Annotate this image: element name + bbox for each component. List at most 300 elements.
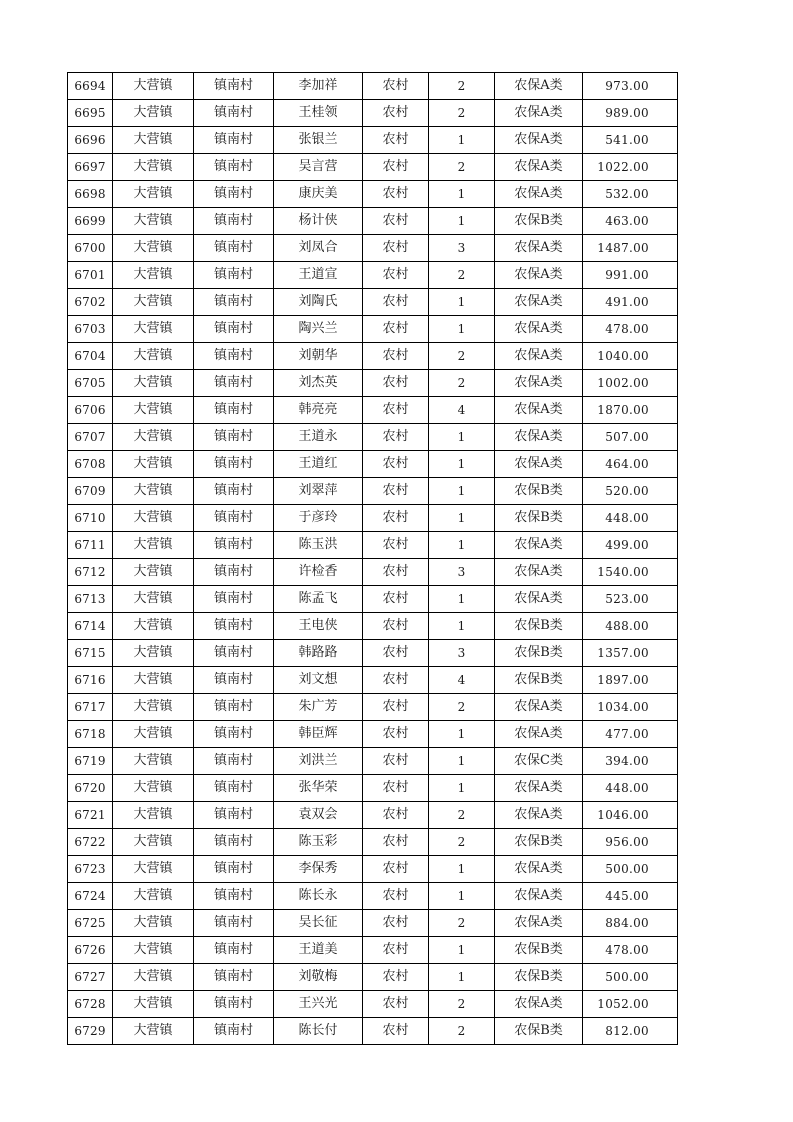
village-cell: 镇南村 xyxy=(194,937,274,964)
household-type-cell: 农村 xyxy=(363,559,429,586)
insurance-category-cell: 农保B类 xyxy=(495,667,583,694)
insurance-category-cell: 农保A类 xyxy=(495,181,583,208)
member-count-cell: 3 xyxy=(429,559,495,586)
amount-cell: 1052.00 xyxy=(583,991,678,1018)
table-row xyxy=(68,100,678,127)
record-id-cell: 6699 xyxy=(68,208,113,235)
record-id-cell: 6712 xyxy=(68,559,113,586)
member-count-cell: 1 xyxy=(429,316,495,343)
town-cell: 大营镇 xyxy=(113,991,194,1018)
town-cell: 大营镇 xyxy=(113,262,194,289)
household-type-cell: 农村 xyxy=(363,397,429,424)
member-count-cell: 2 xyxy=(429,802,495,829)
table-row xyxy=(68,559,678,586)
amount-cell: 394.00 xyxy=(583,748,678,775)
town-cell: 大营镇 xyxy=(113,856,194,883)
table-row xyxy=(68,397,678,424)
table-row xyxy=(68,451,678,478)
household-type-cell: 农村 xyxy=(363,910,429,937)
village-cell: 镇南村 xyxy=(194,829,274,856)
insurance-category-cell: 农保A类 xyxy=(495,775,583,802)
insurance-category-cell: 农保B类 xyxy=(495,640,583,667)
record-id-cell: 6695 xyxy=(68,100,113,127)
member-count-cell: 1 xyxy=(429,424,495,451)
village-cell: 镇南村 xyxy=(194,775,274,802)
household-type-cell: 农村 xyxy=(363,1018,429,1045)
insurance-category-cell: 农保B类 xyxy=(495,613,583,640)
member-count-cell: 1 xyxy=(429,856,495,883)
insurance-category-cell: 农保A类 xyxy=(495,883,583,910)
village-cell: 镇南村 xyxy=(194,100,274,127)
person-name-cell: 王电侠 xyxy=(274,613,363,640)
town-cell: 大营镇 xyxy=(113,451,194,478)
insurance-category-cell: 农保A类 xyxy=(495,154,583,181)
insurance-category-cell: 农保C类 xyxy=(495,748,583,775)
town-cell: 大营镇 xyxy=(113,829,194,856)
village-cell: 镇南村 xyxy=(194,316,274,343)
record-id-cell: 6711 xyxy=(68,532,113,559)
household-type-cell: 农村 xyxy=(363,667,429,694)
member-count-cell: 1 xyxy=(429,937,495,964)
amount-cell: 499.00 xyxy=(583,532,678,559)
insurance-category-cell: 农保A类 xyxy=(495,235,583,262)
household-type-cell: 农村 xyxy=(363,721,429,748)
roster-table xyxy=(67,72,678,1045)
town-cell: 大营镇 xyxy=(113,397,194,424)
amount-cell: 448.00 xyxy=(583,505,678,532)
member-count-cell: 1 xyxy=(429,532,495,559)
insurance-category-cell: 农保B类 xyxy=(495,1018,583,1045)
table-row xyxy=(68,343,678,370)
person-name-cell: 韩路路 xyxy=(274,640,363,667)
village-cell: 镇南村 xyxy=(194,667,274,694)
amount-cell: 541.00 xyxy=(583,127,678,154)
table-row xyxy=(68,424,678,451)
table-row xyxy=(68,181,678,208)
amount-cell: 445.00 xyxy=(583,883,678,910)
member-count-cell: 2 xyxy=(429,262,495,289)
town-cell: 大营镇 xyxy=(113,235,194,262)
person-name-cell: 王桂领 xyxy=(274,100,363,127)
table-row xyxy=(68,748,678,775)
amount-cell: 1487.00 xyxy=(583,235,678,262)
record-id-cell: 6718 xyxy=(68,721,113,748)
village-cell: 镇南村 xyxy=(194,397,274,424)
amount-cell: 448.00 xyxy=(583,775,678,802)
village-cell: 镇南村 xyxy=(194,586,274,613)
record-id-cell: 6715 xyxy=(68,640,113,667)
household-type-cell: 农村 xyxy=(363,532,429,559)
insurance-category-cell: 农保A类 xyxy=(495,694,583,721)
town-cell: 大营镇 xyxy=(113,532,194,559)
village-cell: 镇南村 xyxy=(194,289,274,316)
village-cell: 镇南村 xyxy=(194,802,274,829)
town-cell: 大营镇 xyxy=(113,181,194,208)
person-name-cell: 吴长征 xyxy=(274,910,363,937)
household-type-cell: 农村 xyxy=(363,775,429,802)
record-id-cell: 6702 xyxy=(68,289,113,316)
record-id-cell: 6720 xyxy=(68,775,113,802)
town-cell: 大营镇 xyxy=(113,370,194,397)
person-name-cell: 杨计侠 xyxy=(274,208,363,235)
person-name-cell: 李保秀 xyxy=(274,856,363,883)
record-id-cell: 6701 xyxy=(68,262,113,289)
table-row xyxy=(68,883,678,910)
insurance-category-cell: 农保A类 xyxy=(495,343,583,370)
amount-cell: 507.00 xyxy=(583,424,678,451)
insurance-category-cell: 农保A类 xyxy=(495,856,583,883)
record-id-cell: 6705 xyxy=(68,370,113,397)
insurance-category-cell: 农保A类 xyxy=(495,262,583,289)
amount-cell: 500.00 xyxy=(583,856,678,883)
record-id-cell: 6694 xyxy=(68,73,113,100)
record-id-cell: 6708 xyxy=(68,451,113,478)
member-count-cell: 1 xyxy=(429,721,495,748)
member-count-cell: 1 xyxy=(429,127,495,154)
table-row xyxy=(68,991,678,1018)
member-count-cell: 4 xyxy=(429,397,495,424)
village-cell: 镇南村 xyxy=(194,208,274,235)
household-type-cell: 农村 xyxy=(363,748,429,775)
member-count-cell: 1 xyxy=(429,613,495,640)
member-count-cell: 1 xyxy=(429,586,495,613)
amount-cell: 1897.00 xyxy=(583,667,678,694)
insurance-category-cell: 农保B类 xyxy=(495,964,583,991)
person-name-cell: 刘洪兰 xyxy=(274,748,363,775)
amount-cell: 1540.00 xyxy=(583,559,678,586)
household-type-cell: 农村 xyxy=(363,937,429,964)
record-id-cell: 6721 xyxy=(68,802,113,829)
amount-cell: 1022.00 xyxy=(583,154,678,181)
village-cell: 镇南村 xyxy=(194,640,274,667)
town-cell: 大营镇 xyxy=(113,667,194,694)
village-cell: 镇南村 xyxy=(194,883,274,910)
person-name-cell: 王兴光 xyxy=(274,991,363,1018)
record-id-cell: 6709 xyxy=(68,478,113,505)
household-type-cell: 农村 xyxy=(363,154,429,181)
amount-cell: 477.00 xyxy=(583,721,678,748)
amount-cell: 523.00 xyxy=(583,586,678,613)
village-cell: 镇南村 xyxy=(194,262,274,289)
insurance-category-cell: 农保A类 xyxy=(495,721,583,748)
household-type-cell: 农村 xyxy=(363,289,429,316)
member-count-cell: 3 xyxy=(429,640,495,667)
table-row xyxy=(68,667,678,694)
person-name-cell: 王道美 xyxy=(274,937,363,964)
amount-cell: 520.00 xyxy=(583,478,678,505)
member-count-cell: 1 xyxy=(429,181,495,208)
village-cell: 镇南村 xyxy=(194,127,274,154)
village-cell: 镇南村 xyxy=(194,154,274,181)
person-name-cell: 张华荣 xyxy=(274,775,363,802)
village-cell: 镇南村 xyxy=(194,748,274,775)
person-name-cell: 陈长永 xyxy=(274,883,363,910)
village-cell: 镇南村 xyxy=(194,532,274,559)
town-cell: 大营镇 xyxy=(113,586,194,613)
table-row xyxy=(68,586,678,613)
village-cell: 镇南村 xyxy=(194,910,274,937)
insurance-category-cell: 农保B类 xyxy=(495,478,583,505)
person-name-cell: 吴言营 xyxy=(274,154,363,181)
table-row xyxy=(68,613,678,640)
table-row xyxy=(68,802,678,829)
insurance-category-cell: 农保A类 xyxy=(495,127,583,154)
table-row xyxy=(68,316,678,343)
roster-body xyxy=(68,73,678,1045)
village-cell: 镇南村 xyxy=(194,964,274,991)
table-row xyxy=(68,721,678,748)
insurance-category-cell: 农保A类 xyxy=(495,289,583,316)
insurance-category-cell: 农保A类 xyxy=(495,910,583,937)
member-count-cell: 1 xyxy=(429,775,495,802)
household-type-cell: 农村 xyxy=(363,316,429,343)
town-cell: 大营镇 xyxy=(113,937,194,964)
household-type-cell: 农村 xyxy=(363,694,429,721)
amount-cell: 488.00 xyxy=(583,613,678,640)
village-cell: 镇南村 xyxy=(194,721,274,748)
table-row xyxy=(68,910,678,937)
household-type-cell: 农村 xyxy=(363,262,429,289)
town-cell: 大营镇 xyxy=(113,613,194,640)
household-type-cell: 农村 xyxy=(363,424,429,451)
amount-cell: 1040.00 xyxy=(583,343,678,370)
household-type-cell: 农村 xyxy=(363,181,429,208)
village-cell: 镇南村 xyxy=(194,505,274,532)
insurance-category-cell: 农保A类 xyxy=(495,424,583,451)
table-row xyxy=(68,154,678,181)
household-type-cell: 农村 xyxy=(363,478,429,505)
record-id-cell: 6725 xyxy=(68,910,113,937)
amount-cell: 956.00 xyxy=(583,829,678,856)
record-id-cell: 6729 xyxy=(68,1018,113,1045)
person-name-cell: 王道永 xyxy=(274,424,363,451)
household-type-cell: 农村 xyxy=(363,451,429,478)
table-row xyxy=(68,694,678,721)
person-name-cell: 刘杰英 xyxy=(274,370,363,397)
insurance-category-cell: 农保A类 xyxy=(495,397,583,424)
village-cell: 镇南村 xyxy=(194,181,274,208)
person-name-cell: 刘敬梅 xyxy=(274,964,363,991)
table-row xyxy=(68,235,678,262)
person-name-cell: 刘陶氏 xyxy=(274,289,363,316)
person-name-cell: 于彦玲 xyxy=(274,505,363,532)
town-cell: 大营镇 xyxy=(113,73,194,100)
record-id-cell: 6716 xyxy=(68,667,113,694)
table-row xyxy=(68,208,678,235)
amount-cell: 478.00 xyxy=(583,316,678,343)
village-cell: 镇南村 xyxy=(194,856,274,883)
amount-cell: 464.00 xyxy=(583,451,678,478)
record-id-cell: 6697 xyxy=(68,154,113,181)
village-cell: 镇南村 xyxy=(194,991,274,1018)
household-type-cell: 农村 xyxy=(363,883,429,910)
person-name-cell: 韩臣辉 xyxy=(274,721,363,748)
amount-cell: 812.00 xyxy=(583,1018,678,1045)
member-count-cell: 2 xyxy=(429,100,495,127)
record-id-cell: 6723 xyxy=(68,856,113,883)
village-cell: 镇南村 xyxy=(194,1018,274,1045)
table-row xyxy=(68,964,678,991)
record-id-cell: 6722 xyxy=(68,829,113,856)
person-name-cell: 刘翠萍 xyxy=(274,478,363,505)
person-name-cell: 陈玉洪 xyxy=(274,532,363,559)
person-name-cell: 张银兰 xyxy=(274,127,363,154)
record-id-cell: 6727 xyxy=(68,964,113,991)
town-cell: 大营镇 xyxy=(113,910,194,937)
insurance-category-cell: 农保A类 xyxy=(495,73,583,100)
village-cell: 镇南村 xyxy=(194,451,274,478)
record-id-cell: 6717 xyxy=(68,694,113,721)
village-cell: 镇南村 xyxy=(194,370,274,397)
record-id-cell: 6707 xyxy=(68,424,113,451)
record-id-cell: 6724 xyxy=(68,883,113,910)
insurance-category-cell: 农保B类 xyxy=(495,829,583,856)
insurance-category-cell: 农保A类 xyxy=(495,316,583,343)
record-id-cell: 6696 xyxy=(68,127,113,154)
table-row xyxy=(68,1018,678,1045)
household-type-cell: 农村 xyxy=(363,640,429,667)
table-row xyxy=(68,829,678,856)
member-count-cell: 2 xyxy=(429,1018,495,1045)
amount-cell: 491.00 xyxy=(583,289,678,316)
insurance-category-cell: 农保A类 xyxy=(495,532,583,559)
amount-cell: 989.00 xyxy=(583,100,678,127)
record-id-cell: 6710 xyxy=(68,505,113,532)
household-type-cell: 农村 xyxy=(363,505,429,532)
village-cell: 镇南村 xyxy=(194,613,274,640)
village-cell: 镇南村 xyxy=(194,694,274,721)
member-count-cell: 1 xyxy=(429,883,495,910)
insurance-category-cell: 农保B类 xyxy=(495,208,583,235)
table-row xyxy=(68,478,678,505)
person-name-cell: 袁双会 xyxy=(274,802,363,829)
record-id-cell: 6700 xyxy=(68,235,113,262)
town-cell: 大营镇 xyxy=(113,505,194,532)
record-id-cell: 6719 xyxy=(68,748,113,775)
person-name-cell: 李加祥 xyxy=(274,73,363,100)
person-name-cell: 刘凤合 xyxy=(274,235,363,262)
household-type-cell: 农村 xyxy=(363,613,429,640)
person-name-cell: 王道红 xyxy=(274,451,363,478)
amount-cell: 478.00 xyxy=(583,937,678,964)
household-type-cell: 农村 xyxy=(363,100,429,127)
table-row xyxy=(68,73,678,100)
town-cell: 大营镇 xyxy=(113,748,194,775)
insurance-category-cell: 农保A类 xyxy=(495,559,583,586)
person-name-cell: 刘文想 xyxy=(274,667,363,694)
village-cell: 镇南村 xyxy=(194,559,274,586)
member-count-cell: 2 xyxy=(429,910,495,937)
amount-cell: 884.00 xyxy=(583,910,678,937)
amount-cell: 973.00 xyxy=(583,73,678,100)
insurance-category-cell: 农保B类 xyxy=(495,505,583,532)
insurance-category-cell: 农保B类 xyxy=(495,937,583,964)
insurance-category-cell: 农保A类 xyxy=(495,100,583,127)
amount-cell: 1034.00 xyxy=(583,694,678,721)
member-count-cell: 1 xyxy=(429,451,495,478)
member-count-cell: 1 xyxy=(429,478,495,505)
amount-cell: 532.00 xyxy=(583,181,678,208)
household-type-cell: 农村 xyxy=(363,856,429,883)
member-count-cell: 3 xyxy=(429,235,495,262)
table-row xyxy=(68,370,678,397)
record-id-cell: 6728 xyxy=(68,991,113,1018)
member-count-cell: 1 xyxy=(429,208,495,235)
member-count-cell: 2 xyxy=(429,370,495,397)
table-row xyxy=(68,289,678,316)
town-cell: 大营镇 xyxy=(113,100,194,127)
member-count-cell: 2 xyxy=(429,694,495,721)
insurance-category-cell: 农保A类 xyxy=(495,451,583,478)
household-type-cell: 农村 xyxy=(363,370,429,397)
town-cell: 大营镇 xyxy=(113,343,194,370)
person-name-cell: 朱广芳 xyxy=(274,694,363,721)
town-cell: 大营镇 xyxy=(113,478,194,505)
town-cell: 大营镇 xyxy=(113,127,194,154)
record-id-cell: 6706 xyxy=(68,397,113,424)
table-row xyxy=(68,262,678,289)
table-row xyxy=(68,856,678,883)
member-count-cell: 2 xyxy=(429,991,495,1018)
person-name-cell: 陶兴兰 xyxy=(274,316,363,343)
village-cell: 镇南村 xyxy=(194,478,274,505)
record-id-cell: 6704 xyxy=(68,343,113,370)
table-row xyxy=(68,640,678,667)
town-cell: 大营镇 xyxy=(113,424,194,451)
household-type-cell: 农村 xyxy=(363,343,429,370)
amount-cell: 991.00 xyxy=(583,262,678,289)
household-type-cell: 农村 xyxy=(363,964,429,991)
town-cell: 大营镇 xyxy=(113,289,194,316)
table-row xyxy=(68,532,678,559)
town-cell: 大营镇 xyxy=(113,721,194,748)
member-count-cell: 1 xyxy=(429,964,495,991)
household-type-cell: 农村 xyxy=(363,235,429,262)
amount-cell: 1357.00 xyxy=(583,640,678,667)
person-name-cell: 陈长付 xyxy=(274,1018,363,1045)
town-cell: 大营镇 xyxy=(113,559,194,586)
town-cell: 大营镇 xyxy=(113,154,194,181)
town-cell: 大营镇 xyxy=(113,694,194,721)
town-cell: 大营镇 xyxy=(113,775,194,802)
amount-cell: 1046.00 xyxy=(583,802,678,829)
member-count-cell: 1 xyxy=(429,748,495,775)
household-type-cell: 农村 xyxy=(363,208,429,235)
person-name-cell: 王道宣 xyxy=(274,262,363,289)
person-name-cell: 刘朝华 xyxy=(274,343,363,370)
household-type-cell: 农村 xyxy=(363,127,429,154)
record-id-cell: 6726 xyxy=(68,937,113,964)
member-count-cell: 2 xyxy=(429,73,495,100)
household-type-cell: 农村 xyxy=(363,73,429,100)
member-count-cell: 2 xyxy=(429,343,495,370)
record-id-cell: 6713 xyxy=(68,586,113,613)
town-cell: 大营镇 xyxy=(113,1018,194,1045)
household-type-cell: 农村 xyxy=(363,991,429,1018)
member-count-cell: 4 xyxy=(429,667,495,694)
person-name-cell: 许检香 xyxy=(274,559,363,586)
village-cell: 镇南村 xyxy=(194,343,274,370)
town-cell: 大营镇 xyxy=(113,802,194,829)
record-id-cell: 6698 xyxy=(68,181,113,208)
insurance-category-cell: 农保A类 xyxy=(495,586,583,613)
insurance-category-cell: 农保A类 xyxy=(495,802,583,829)
village-cell: 镇南村 xyxy=(194,424,274,451)
amount-cell: 1002.00 xyxy=(583,370,678,397)
member-count-cell: 1 xyxy=(429,505,495,532)
record-id-cell: 6714 xyxy=(68,613,113,640)
town-cell: 大营镇 xyxy=(113,964,194,991)
